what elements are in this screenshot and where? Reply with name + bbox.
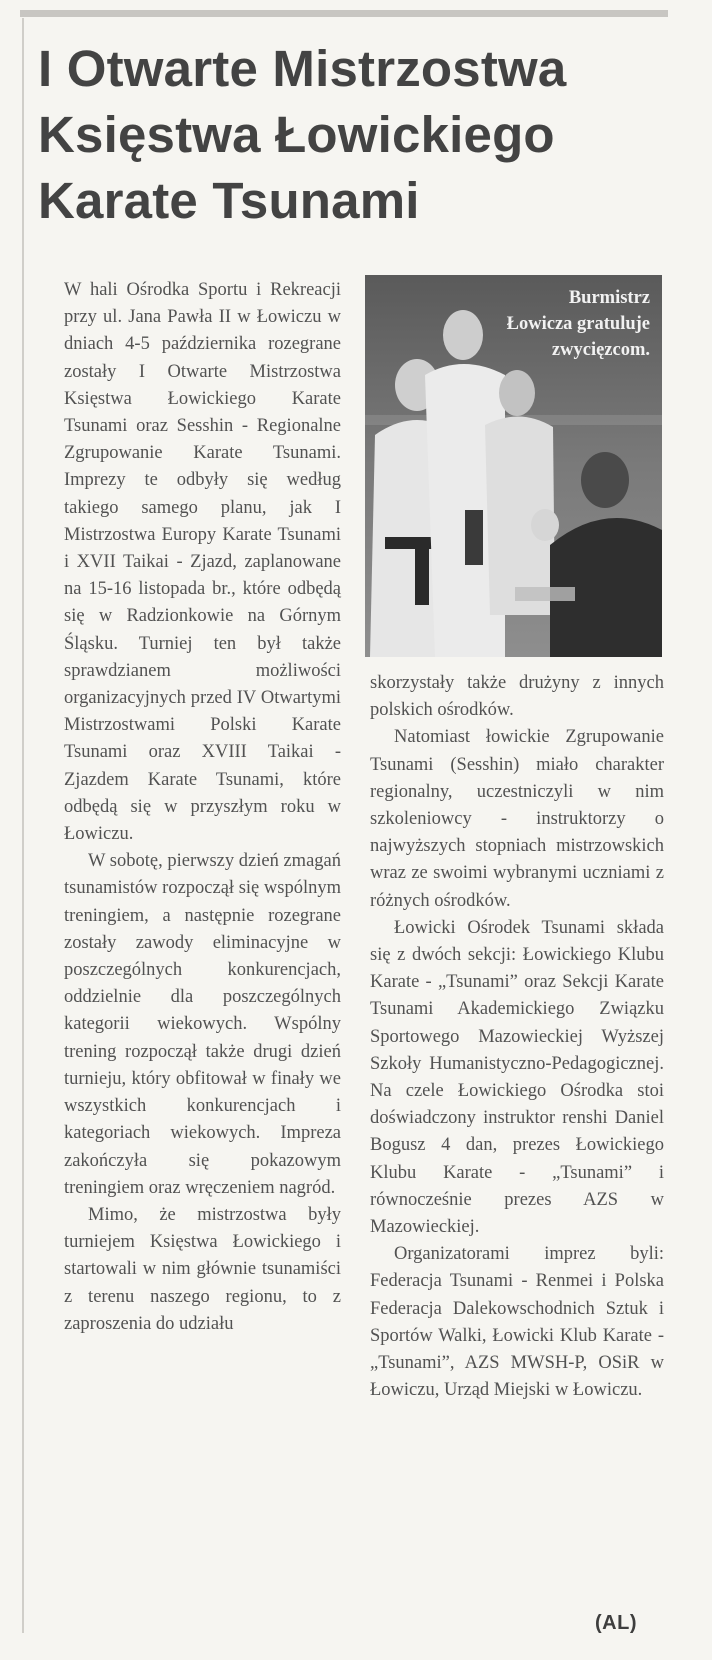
headline-line-2: Księstwa Łowickiego [38,106,555,163]
headline-line-1: I Otwarte Mistrzostwa [38,40,567,97]
paragraph: Łowicki Ośrodek Tsunami składa się z dwóch sekcji: Łowickiego Klubu Karate - „Tsunami” oraz Sekcji Karate Tsunami Akademickiego Związku Sportowego Mazowieckiej Wyższej Szkoły Humanistyczno-Pedagogicznej. Na czele Łowickiego Ośrodka stoi doświadczony instruktor renshi Daniel Bogusz 4 dan, prezes Łowickiego Klubu Karate - „Tsunami” i równocześnie prezes AZS w Mazowieckiej. [370,917,664,1238]
paragraph: W hali Ośrodka Sportu i Rekreacji przy ul. Jana Pawła II w Łowiczu w dniach 4-5 października rozegrane zostały I Otwarte Mistrzostwa Księstwa Łowickiego Karate Tsunami oraz Sesshin - Regionalne Zgrupowanie Karate Tsunami. Imprezy te odbyły się według takiego samego planu, jak I Mistrzostwa Europy Karate Tsunami i XVII Taikai - Zjazd, zaplanowane na 15-16 listopada br., które odbędą się w Radzionkowie na Górnym Śląsku. Turniej ten był także sprawdzianem możliwości organizacyjnych przed IV Otwartymi Mistrzostwami Polski Karate Tsunami oraz XVIII Taikai - Zjazdem Karate Tsunami, które odbędą się w przyszłym roku w Łowiczu. [64,280,341,845]
paragraph: skorzystały także drużyny z innych polskich ośrodków. [370,673,664,721]
paragraph: Natomiast łowickie Zgrupowanie Tsunami (Sesshin) miało charakter regionalny, uczestniczyli w nim szkoleniowcy - instruktorzy o najwyższych stopniach mistrzowskich wraz ze swoimi wybranymi uczniami z różnych ośrodków. [370,727,664,911]
article-column-right [370,670,664,1404]
article-headline [38,36,678,234]
award-ceremony-photo [365,275,662,657]
top-rule [20,10,668,17]
paragraph: W sobotę, pierwszy dzień zmagań tsunamistów rozpoczął się wspólnym treningiem, a następnie rozegrane zostały zawody eliminacyjne w poszczególnych konkurencjach, oddzielnie dla poszczególnych kategorii wiekowych. Wspólny trening rozpoczął także drugi dzień turnieju, który obfitował w finały we wszystkich konkurencjach i kategoriach wiekowych. Impreza zakończyła się pokazowym treningiem oraz wręczeniem nagród. [64,851,341,1198]
side-rule [22,18,24,1633]
article-column-left [64,277,341,1338]
author-signature: (AL) [595,1612,637,1634]
paragraph: Organizatorami imprez byli: Federacja Tsunami - Renmei i Polska Federacja Dalekowschodnich Sztuk i Sportów Walki, Łowicki Klub Karate - „Tsunami”, AZS MWSH-P, OSiR w Łowiczu, Urząd Miejski w Łowiczu. [370,1244,664,1401]
photo-caption: Burmistrz Łowicza gratuluje zwycięzcom. [506,288,650,360]
headline-line-3: Karate Tsunami [38,172,420,229]
paragraph: Mimo, że mistrzostwa były turniejem Księstwa Łowickiego i startowali w nim głównie tsunamiści z terenu naszego regionu, to z zaproszenia do udziału [64,1204,341,1334]
